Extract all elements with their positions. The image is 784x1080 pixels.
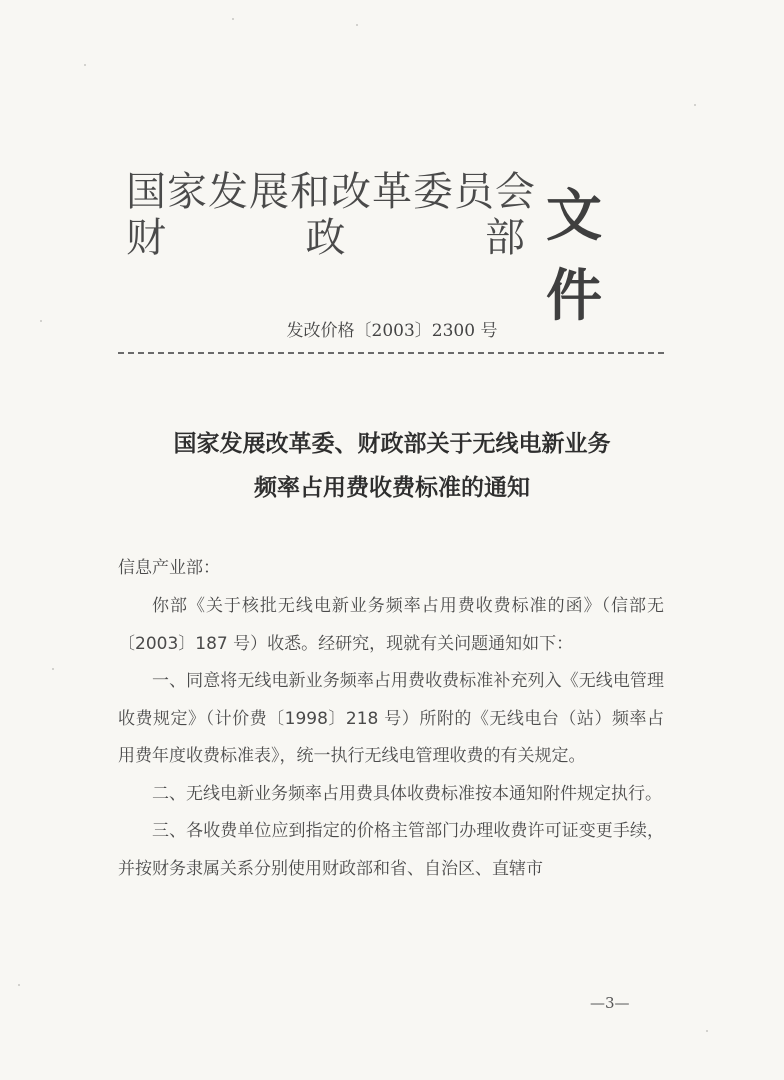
issuer-name-ndrc: 国家发展和改革委员会 bbox=[126, 169, 536, 215]
document-body bbox=[118, 548, 664, 888]
issuer-char: 部 bbox=[485, 215, 526, 261]
scan-speck bbox=[356, 24, 358, 26]
issuer-char: 财 bbox=[126, 215, 167, 261]
scan-speck bbox=[52, 668, 54, 670]
scan-speck bbox=[18, 984, 20, 986]
body-paragraph: 你部《关于核批无线电新业务频率占用费收费标准的函》（信部无〔2003〕187 号）收悉。经研究，现就有关问题通知如下： bbox=[118, 596, 664, 654]
scan-speck bbox=[232, 18, 234, 20]
document-title bbox=[0, 422, 784, 510]
document-number: 发改价格〔2003〕2300 号 bbox=[286, 321, 498, 341]
scan-speck bbox=[84, 64, 86, 66]
scan-speck bbox=[706, 1030, 708, 1032]
title-line: 频率占用费收费标准的通知 bbox=[254, 474, 530, 501]
body-paragraph: 二、无线电新业务频率占用费具体收费标准按本通知附件规定执行。 bbox=[152, 783, 662, 804]
issuer-header bbox=[118, 152, 658, 329]
scan-speck bbox=[694, 104, 696, 106]
issuer-name-mof bbox=[126, 206, 526, 263]
header-separator bbox=[118, 352, 664, 354]
title-line: 国家发展改革委、财政部关于无线电新业务 bbox=[173, 430, 611, 457]
body-paragraph: 一、同意将无线电新业务频率占用费收费标准补充列入《无线电管理收费规定》（计价费〔1998〕218 号）所附的《无线电台（站）频率占用费年度收费标准表》，统一执行无线电管理收费的有关规定。 bbox=[118, 671, 664, 766]
issuer-char: 政 bbox=[305, 215, 347, 261]
salutation: 信息产业部： bbox=[118, 558, 220, 578]
document-label: 文件 bbox=[546, 183, 606, 329]
body-paragraph: 三、各收费单位应到指定的价格主管部门办理收费许可证变更手续，并按财务隶属关系分别使用财政部和省、自治区、直辖市 bbox=[118, 821, 664, 879]
page-number: —3— bbox=[590, 994, 630, 1012]
